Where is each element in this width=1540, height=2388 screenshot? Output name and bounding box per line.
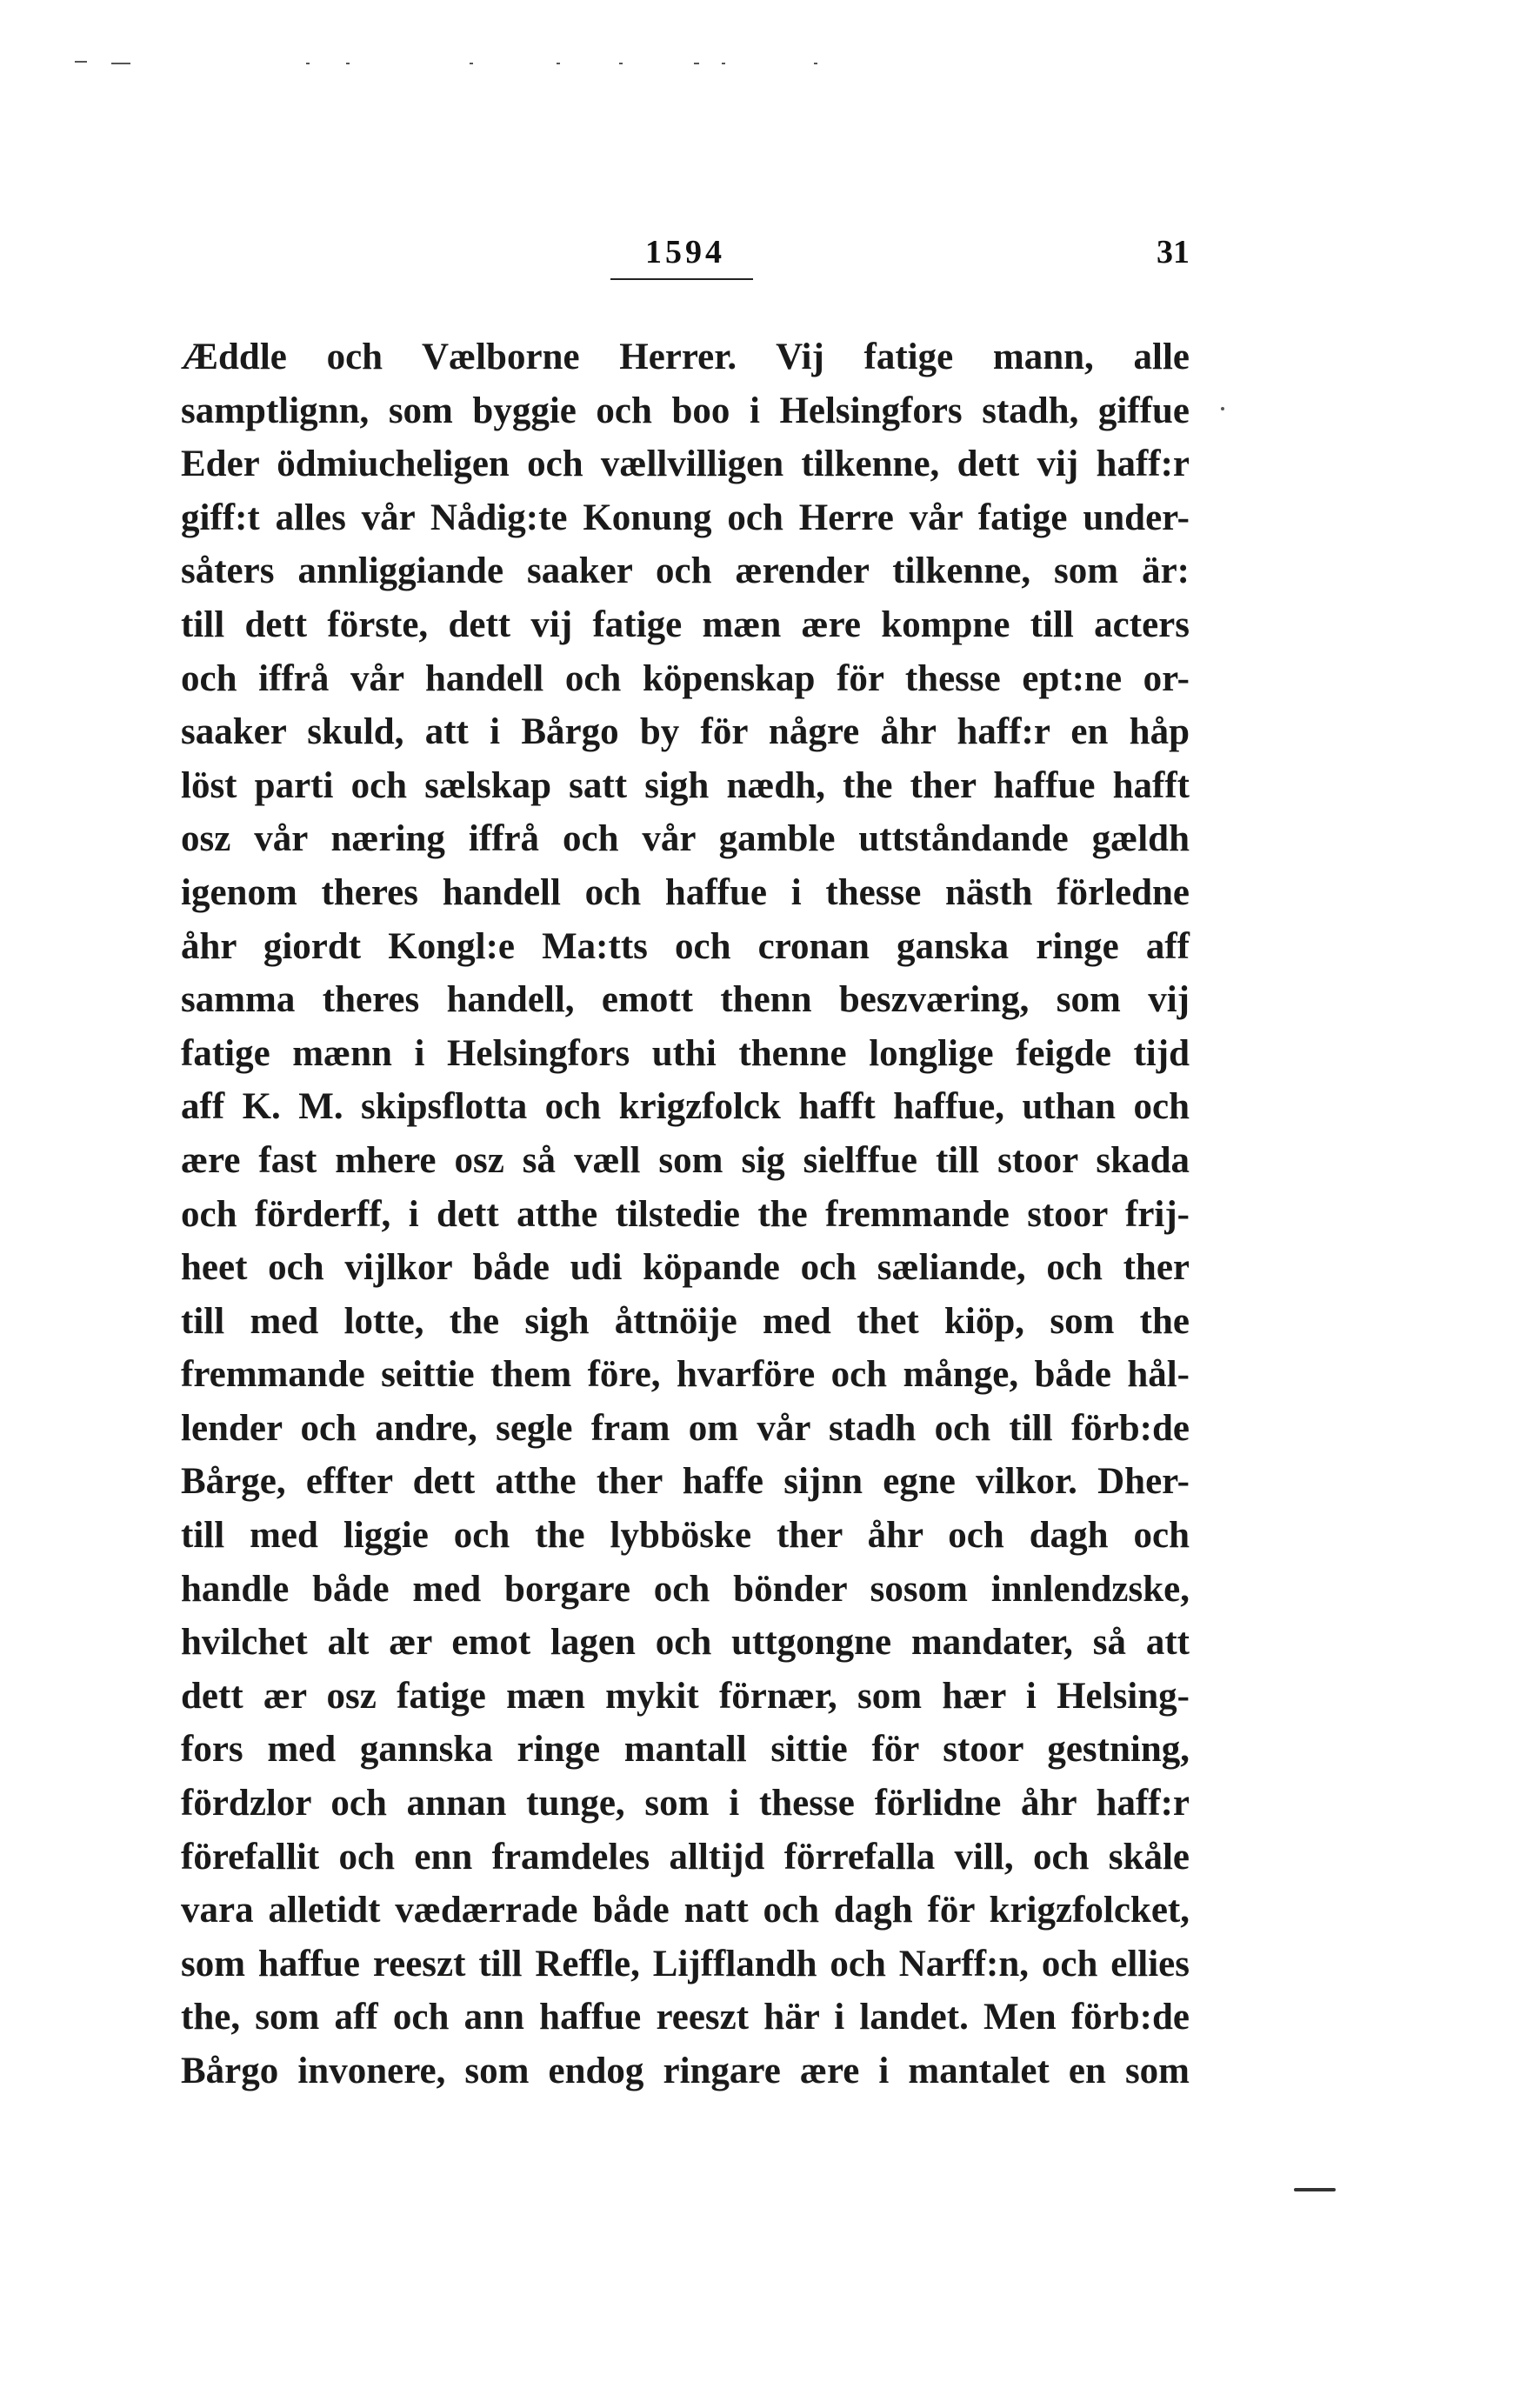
text-line: förefallit och enn framdeles alltijd förrefalla vill, och skåle [181,1836,1190,1878]
margin-mark [1221,407,1224,410]
scan-speck [306,63,310,64]
scan-speck [557,63,560,64]
text-line: heet och vijlkor både udi köpande och sæliande, och ther [181,1247,1190,1289]
text-line: till med liggie och the lybböske ther åhr och dagh och [181,1515,1190,1557]
year-heading: 1594 [645,234,725,270]
text-line: igenom theres handell och haffue i thesse nästh förledne [181,871,1190,913]
text-line: samma theres handell, emott thenn beszværing, som vij [181,979,1190,1021]
text-line: till dett förste, dett vij fatige mæn ære kompne till acters [181,604,1190,645]
text-line: the, som aff och ann haffue reeszt här i landet. Men förb:de [181,1997,1190,2038]
text-line: fördzlor och annan tunge, som i thesse förlidne åhr haff:r [181,1783,1190,1824]
text-line: Eder ödmiucheligen och vællvilligen tilkenne, dett vij haff:r [181,444,1190,485]
text-line: löst parti och sælskap satt sigh nædh, the ther haffue hafft [181,764,1190,806]
text-line: aff K. M. skipsflotta och krigzfolck hafft haffue, uthan och [181,1086,1190,1128]
text-line: lender och andre, segle fram om vår stadh och till förb:de [181,1407,1190,1449]
text-line: och förderff, i dett atthe tilstedie the fremmande stoor frij- [181,1193,1190,1235]
text-line: och iffrå vår handell och köpenskap för thesse ept:ne or- [181,657,1190,699]
text-line: giff:t alles vår Nådig:te Konung och Herre vår fatige under- [181,497,1190,538]
text-line: Bårgo invonere, som endog ringare ære i mantalet en som [181,2051,1190,2091]
scan-speck [111,63,130,64]
scan-speck [75,61,87,63]
scan-speck [722,63,725,64]
text-line: saaker skuld, att i Bårgo by för någre åhr haff:r en håp [181,711,1190,753]
scan-speck [694,63,699,64]
text-line: samptlignn, som byggie och boo i Helsingfors stadh, giffue [181,390,1190,431]
text-line: ære fast mhere osz så væll som sig sielffue till stoor skada [181,1139,1190,1181]
scan-speck [346,63,350,64]
text-line: Æddle och Vælborne Herrer. Vij fatige mann, alle [181,337,1190,377]
scan-mark [1294,2188,1336,2191]
text-line: såters annliggiande saaker och ærender tilkenne, som är: [181,550,1190,592]
page-number: 31 [1157,234,1190,270]
scan-speck [470,63,473,64]
text-line: Bårge, effter dett atthe ther haffe sijnn egne vilkor. Dher- [181,1461,1190,1503]
page-header [181,233,1190,294]
text-line: som haffue reeszt till Reffle, Lijfflandh och Narff:n, och ellies [181,1943,1190,1984]
text-line: fors med gannska ringe mantall sittie för stoor gestning, [181,1729,1190,1771]
scan-speck [814,63,817,64]
text-line: till med lotte, the sigh åttnöije med thet kiöp, som the [181,1300,1190,1342]
text-line: åhr giordt Kongl:e Ma:tts och cronan ganska ringe aff [181,925,1190,967]
text-line: handle både med borgare och bönder sosom innlendzske, [181,1568,1190,1610]
letter-body [181,330,1190,2098]
text-line: fatige mænn i Helsingfors uthi thenne longlige feigde tijd [181,1032,1190,1074]
text-line: osz vår næring iffrå och vår gamble uttståndande gældh [181,818,1190,860]
scan-speck [619,63,623,64]
text-line: vara alletidt vædærrade både natt och dagh för krigzfolcket, [181,1890,1190,1931]
text-line: hvilchet alt ær emot lagen och uttgongne mandater, så att [181,1622,1190,1664]
text-line: fremmande seittie them före, hvarföre och månge, både hål- [181,1354,1190,1396]
year-underline [610,278,753,280]
text-line: dett ær osz fatige mæn mykit förnær, som hær i Helsing- [181,1675,1190,1717]
